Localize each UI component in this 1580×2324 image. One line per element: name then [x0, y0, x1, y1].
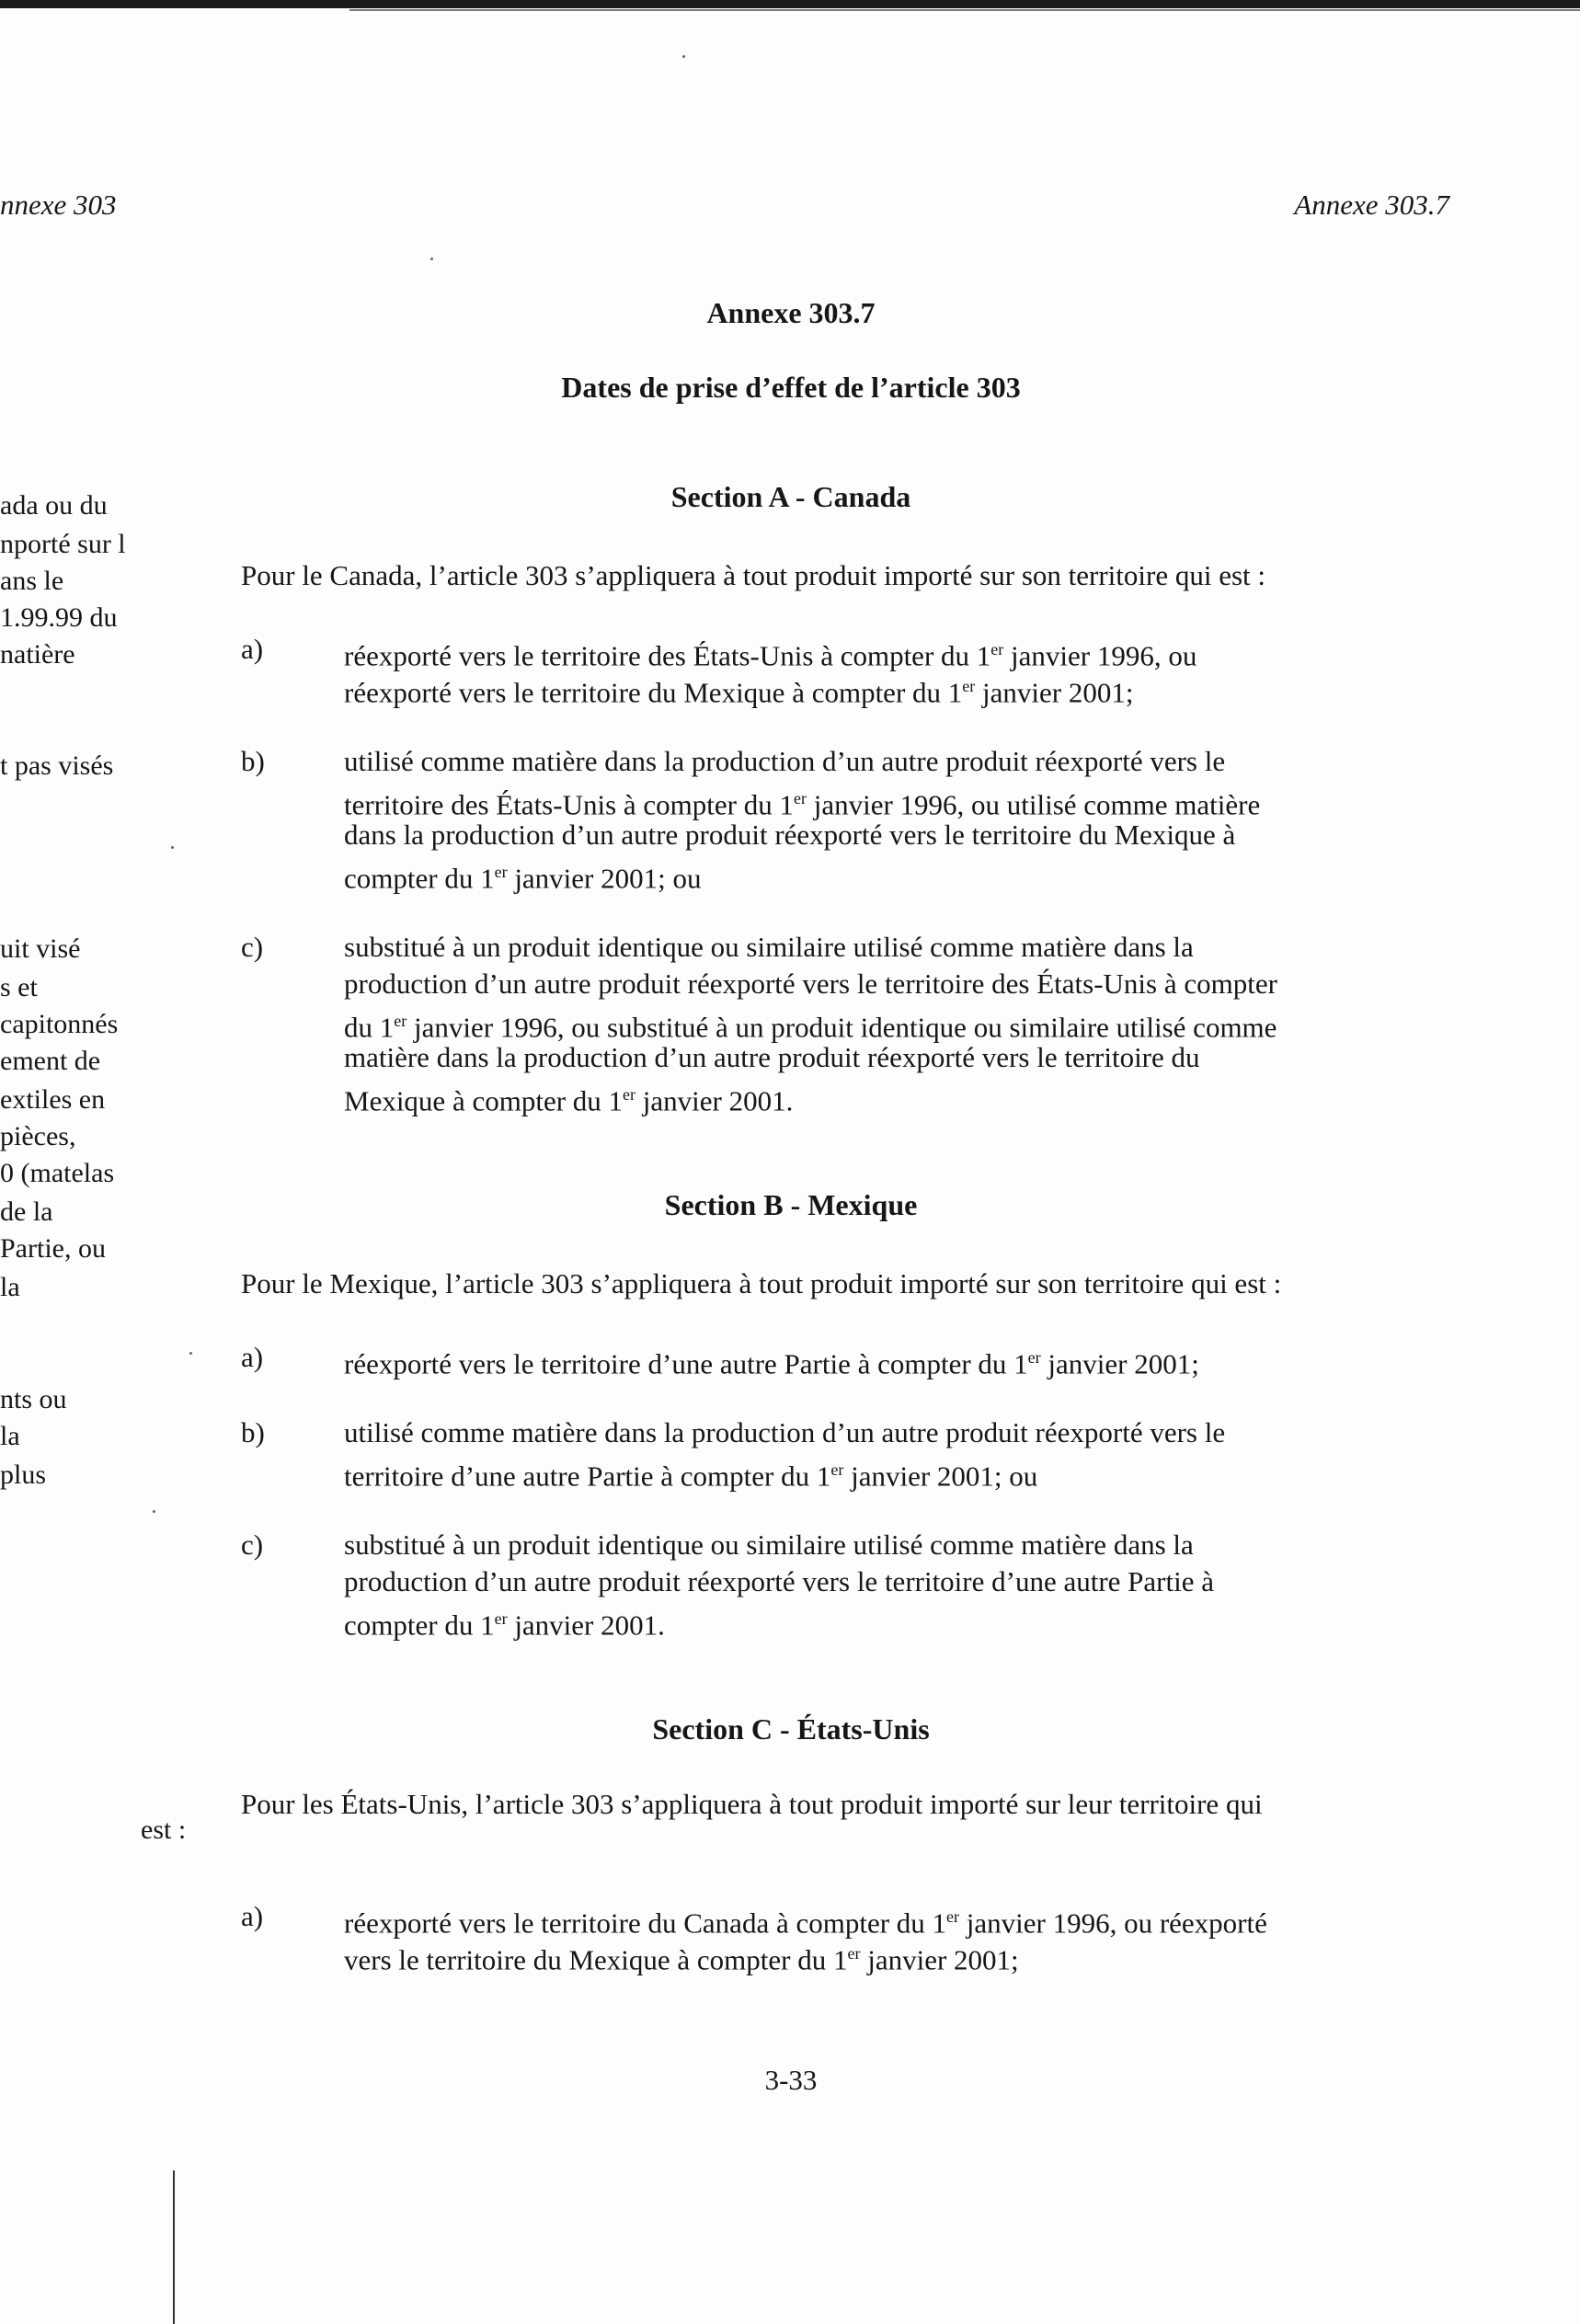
- left-running-head: nnexe 303: [0, 189, 117, 221]
- scan-speck: [430, 258, 433, 260]
- item-line: utilisé comme matière dans la production d’un autre produit réexporté vers le: [344, 745, 1226, 777]
- ordinal-superscript: er: [494, 863, 508, 881]
- left-fragment: la: [0, 1421, 20, 1451]
- item-line: substitué à un produit identique ou similaire utilisé comme matière dans la: [344, 1528, 1194, 1561]
- ordinal-superscript: er: [830, 1460, 844, 1479]
- ordinal-superscript: er: [793, 789, 807, 807]
- item-line: substitué à un produit identique ou similaire utilisé comme matière dans la: [344, 931, 1194, 963]
- item-line: Mexique à compter du 1er janvier 2001.: [344, 1084, 794, 1117]
- item-line: production d’un autre produit réexporté vers le territoire des États-Unis à compter: [344, 967, 1277, 1000]
- item-line: matière dans la production d’un autre produit réexporté vers le territoire du: [344, 1041, 1200, 1073]
- item-line: réexporté vers le territoire du Mexique à compter du 1er janvier 2001;: [344, 676, 1134, 709]
- item-label: b): [241, 745, 265, 777]
- left-fragment: 1.99.99 du: [0, 602, 118, 633]
- left-fragment: ans le: [0, 566, 64, 596]
- ordinal-superscript: er: [394, 1012, 407, 1030]
- ordinal-superscript: er: [847, 1944, 861, 1963]
- left-fragment: de la: [0, 1196, 53, 1227]
- item-line: utilisé comme matière dans la production d’un autre produit réexporté vers le: [344, 1416, 1226, 1448]
- item-line: compter du 1er janvier 2001.: [344, 1608, 665, 1642]
- left-fragment: la: [0, 1272, 20, 1302]
- ordinal-superscript: er: [946, 1907, 960, 1926]
- scan-top-edge: [0, 0, 1580, 8]
- item-label: a): [241, 633, 264, 665]
- item-line: production d’un autre produit réexporté vers le territoire d’une autre Partie à: [344, 1565, 1214, 1597]
- item-label: b): [241, 1416, 265, 1448]
- binding-edge-line: [173, 2170, 175, 2324]
- section-a-intro: Pour le Canada, l’article 303 s’appliquera à tout produit importé sur son territoire qui est :: [241, 559, 1265, 591]
- ordinal-superscript: er: [990, 640, 1004, 658]
- left-fragment: capitonnés: [0, 1009, 119, 1039]
- section-c-heading: Section C - États-Unis: [652, 1712, 930, 1746]
- left-fragment: nporté sur l: [0, 529, 126, 559]
- left-fragment: ement de: [0, 1046, 101, 1076]
- scan-speck: [682, 55, 685, 58]
- item-label: c): [241, 1528, 264, 1561]
- left-fragment: pièces,: [0, 1121, 76, 1151]
- left-fragment: Partie, ou: [0, 1233, 106, 1264]
- item-label: a): [241, 1341, 264, 1373]
- item-line: réexporté vers le territoire d’une autre Partie à compter du 1er janvier 2001;: [344, 1347, 1199, 1380]
- item-line: vers le territoire du Mexique à compter du 1er janvier 2001;: [344, 1943, 1019, 1976]
- left-fragment: extiles en: [0, 1084, 106, 1115]
- scan-speck: [171, 846, 174, 849]
- item-line: réexporté vers le territoire des États-Unis à compter du 1er janvier 1996, ou: [344, 639, 1197, 672]
- page-number: 3-33: [764, 2064, 818, 2096]
- scan-speck: [153, 1510, 155, 1513]
- item-label: c): [241, 931, 264, 963]
- section-b-heading: Section B - Mexique: [664, 1188, 918, 1221]
- scan-speck: [189, 1352, 192, 1355]
- left-fragment: nts ou: [0, 1384, 67, 1414]
- left-fragment: ada ou du: [0, 490, 108, 521]
- left-fragment: plus: [0, 1460, 47, 1490]
- item-line: territoire d’une autre Partie à compter du 1er janvier 2001; ou: [344, 1460, 1038, 1493]
- left-fragment: est :: [141, 1815, 187, 1845]
- right-running-head: Annexe 303.7: [1294, 189, 1449, 221]
- left-fragment: uit visé: [0, 933, 81, 964]
- item-line: du 1er janvier 1996, ou substitué à un produit identique ou similaire utilisé comme: [344, 1011, 1277, 1044]
- item-line: dans la production d’un autre produit réexporté vers le territoire du Mexique à: [344, 819, 1236, 851]
- left-fragment: t pas visés: [0, 750, 114, 781]
- ordinal-superscript: er: [494, 1609, 508, 1628]
- left-fragment: 0 (matelas: [0, 1158, 115, 1188]
- ordinal-superscript: er: [1027, 1348, 1041, 1367]
- item-label: a): [241, 1900, 264, 1932]
- item-line: territoire des États-Unis à compter du 1er janvier 1996, ou utilisé comme matière: [344, 788, 1261, 821]
- item-line: compter du 1er janvier 2001; ou: [344, 862, 702, 895]
- annex-title: Annexe 303.7: [706, 296, 876, 329]
- item-line: réexporté vers le territoire du Canada à compter du 1er janvier 1996, ou réexporté: [344, 1906, 1267, 1940]
- scan-top-rule: [349, 9, 1580, 11]
- ordinal-superscript: er: [962, 677, 976, 695]
- section-c-intro: Pour les États-Unis, l’article 303 s’appliquera à tout produit importé sur leur territoire qui: [241, 1788, 1263, 1820]
- annex-subtitle: Dates de prise d’effet de l’article 303: [561, 371, 1021, 404]
- ordinal-superscript: er: [623, 1085, 636, 1104]
- section-b-intro: Pour le Mexique, l’article 303 s’appliquera à tout produit importé sur son territoire qui est :: [241, 1267, 1282, 1299]
- section-a-heading: Section A - Canada: [670, 480, 911, 513]
- left-fragment: natière: [0, 639, 75, 670]
- left-fragment: s et: [0, 972, 38, 1002]
